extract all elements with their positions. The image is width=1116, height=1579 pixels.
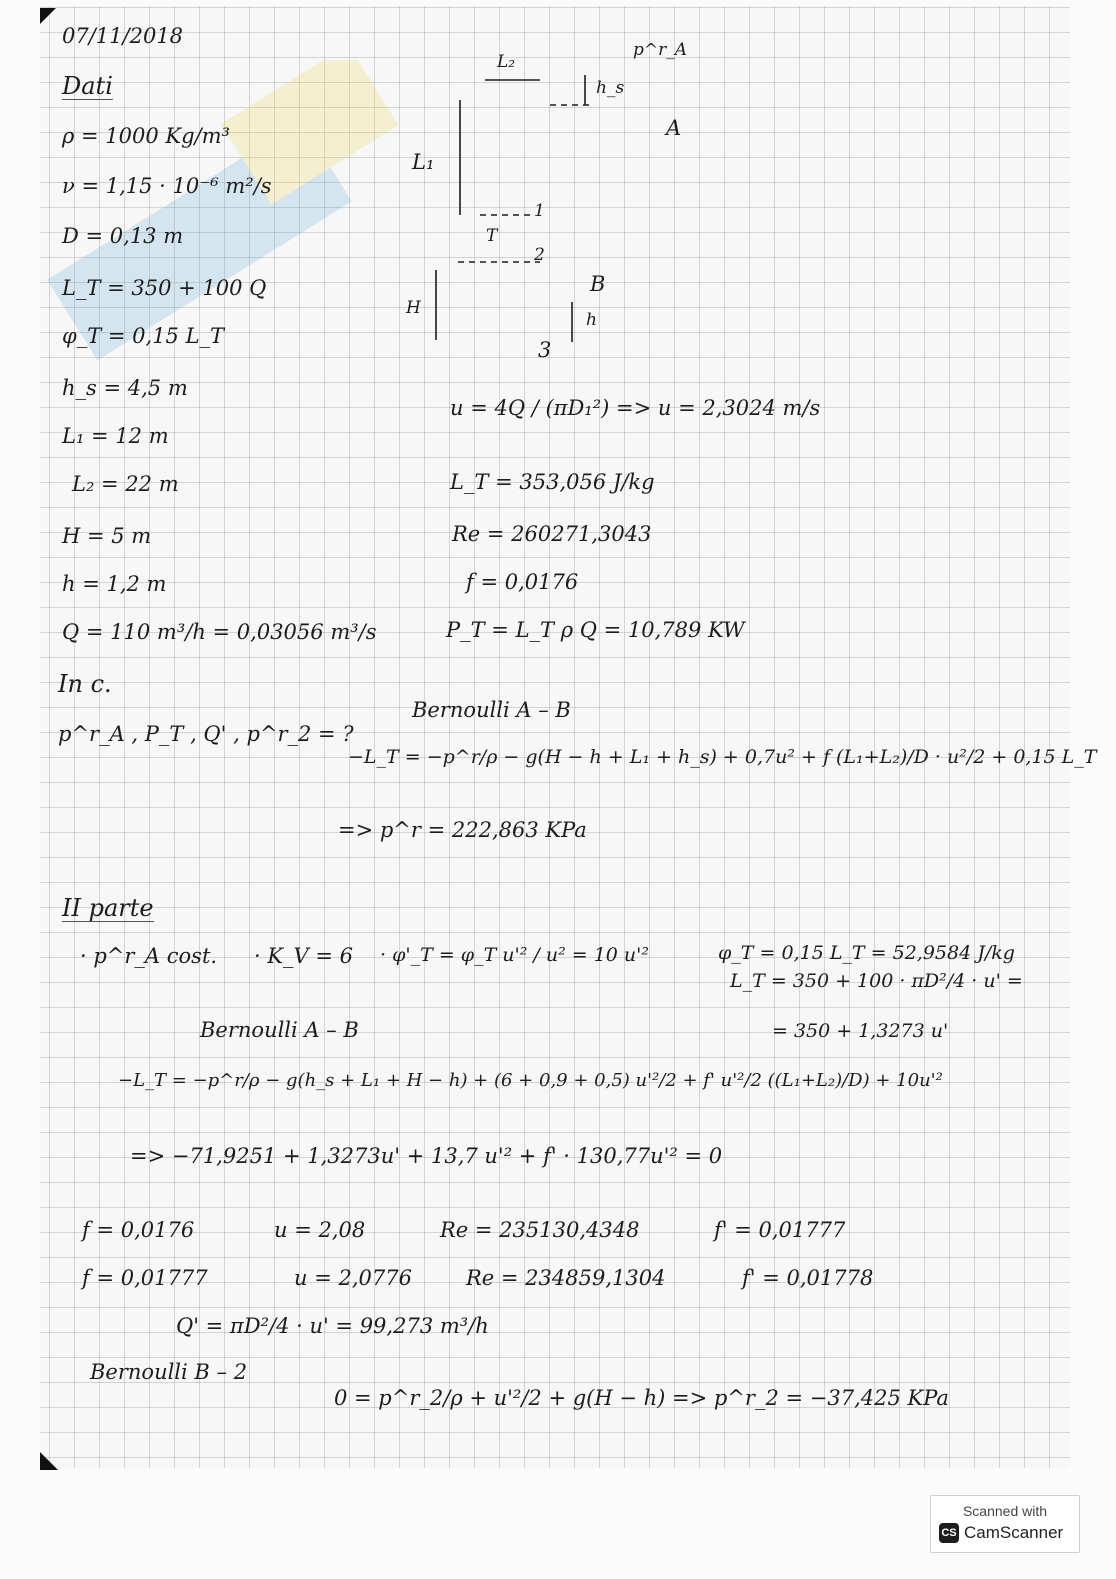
result-friction-factor: f = 0,0176 — [466, 570, 579, 594]
iter2-fprime: f' = 0,01778 — [742, 1266, 874, 1290]
given-L1: L₁ = 12 m — [62, 424, 169, 448]
given-nu: ν = 1,15 · 10⁻⁶ m²/s — [62, 174, 272, 198]
given-rho: ρ = 1000 Kg/m³ — [62, 124, 230, 148]
iter1-f: f = 0,0176 — [82, 1218, 195, 1242]
turbine-work-expression: L_T = 350 + 100 · πD²/4 · u' = — [730, 970, 1023, 992]
result-new-flow-rate: Q' = πD²/4 · u' = 99,273 m³/h — [176, 1314, 489, 1338]
given-h: h = 1,2 m — [62, 572, 167, 596]
result-reynolds: Re = 260271,3043 — [452, 522, 652, 546]
label-A: A — [666, 116, 682, 140]
pipe-system-sketch — [400, 30, 720, 370]
camscanner-badge — [930, 1495, 1080, 1553]
bernoulli-AB-equation: −L_T = −p^r/ρ − g(H − h + L₁ + h_s) + 0,7u² + f (L₁+L₂)/D · u²/2 + 0,15 L_T — [348, 746, 1097, 768]
date: 07/11/2018 — [62, 24, 184, 48]
scanned-with-text: Scanned with — [962, 1503, 1048, 1519]
iter2-Re: Re = 234859,1304 — [466, 1266, 666, 1290]
label-point-3: 3 — [538, 338, 552, 362]
bernoulli-AB-equation-2: −L_T = −p^r/ρ − g(h_s + L₁ + H − h) + (6 + 0,9 + 0,5) u'²/2 + f' u'²/2 ((L₁+L₂)/D) + 10u'² — [118, 1070, 943, 1091]
camscanner-name: CamScanner — [964, 1523, 1064, 1542]
label-B: B — [590, 272, 606, 296]
iter1-u: u = 2,08 — [274, 1218, 366, 1242]
label-L2: L₂ — [497, 52, 516, 72]
unknowns-list: p^r_A , P_T , Q' , p^r_2 = ? — [58, 722, 354, 746]
condition-valve-coefficient: · K_V = 6 — [254, 944, 354, 968]
bernoulli-B2-title: Bernoulli B – 2 — [90, 1360, 248, 1384]
given-flow-rate: Q = 110 m³/h = 0,03056 m³/s — [62, 620, 377, 644]
condition-turbine-loss: · φ'_T = φ_T u'² / u² = 10 u'² — [380, 944, 649, 966]
turbine-loss-value: φ_T = 0,15 L_T = 52,9584 J/kg — [718, 942, 1015, 964]
turbine-work-expression-2: = 350 + 1,3273 u' — [772, 1020, 949, 1042]
iter1-fprime: f' = 0,01777 — [714, 1218, 846, 1242]
label-L1: L₁ — [412, 150, 435, 174]
velocity-equation: => −71,9251 + 1,3273u' + 13,7 u'² + f' · 130,77u'² = 0 — [130, 1144, 723, 1168]
bernoulli-AB-title-2: Bernoulli A – B — [200, 1018, 359, 1042]
result-turbine-work: L_T = 353,056 J/kg — [450, 470, 655, 494]
iter2-u: u = 2,0776 — [294, 1266, 412, 1290]
condition-constant-pressure: · p^r_A cost. — [80, 944, 218, 968]
label-H: H — [406, 298, 421, 318]
label-h: h — [586, 310, 597, 330]
iter1-Re: Re = 235130,4348 — [440, 1218, 640, 1242]
label-pA: p^r_A — [633, 40, 688, 60]
given-hs: h_s = 4,5 m — [62, 376, 188, 400]
result-pressure-2: 0 = p^r_2/ρ + u'²/2 + g(H − h) => p^r_2 = −37,425 KPa — [334, 1386, 949, 1410]
label-point-1: 1 — [534, 201, 545, 221]
label-hs: h_s — [596, 78, 625, 98]
bernoulli-AB-title: Bernoulli A – B — [412, 698, 571, 722]
given-turbine-loss: φ_T = 0,15 L_T — [62, 324, 225, 348]
label-turbine: T — [486, 226, 498, 246]
iter2-f: f = 0,01777 — [82, 1266, 208, 1290]
unknowns-heading: In c. — [58, 670, 112, 698]
result-pressure-A: => p^r = 222,863 KPa — [338, 818, 587, 842]
camscanner-logo-icon: CS — [939, 1523, 959, 1543]
given-turbine-work: L_T = 350 + 100 Q — [62, 276, 267, 300]
part-two-heading: II parte — [62, 894, 154, 922]
given-L2: L₂ = 22 m — [72, 472, 179, 496]
given-H: H = 5 m — [62, 524, 152, 548]
result-turbine-power: P_T = L_T ρ Q = 10,789 KW — [446, 618, 745, 642]
given-diameter: D = 0,13 m — [62, 224, 184, 248]
scan-corner-marker — [40, 8, 56, 24]
result-velocity: u = 4Q / (πD₁²) => u = 2,3024 m/s — [450, 396, 821, 420]
dati-heading: Dati — [62, 72, 113, 100]
scan-corner-marker — [40, 1452, 58, 1470]
label-point-2: 2 — [534, 245, 545, 265]
